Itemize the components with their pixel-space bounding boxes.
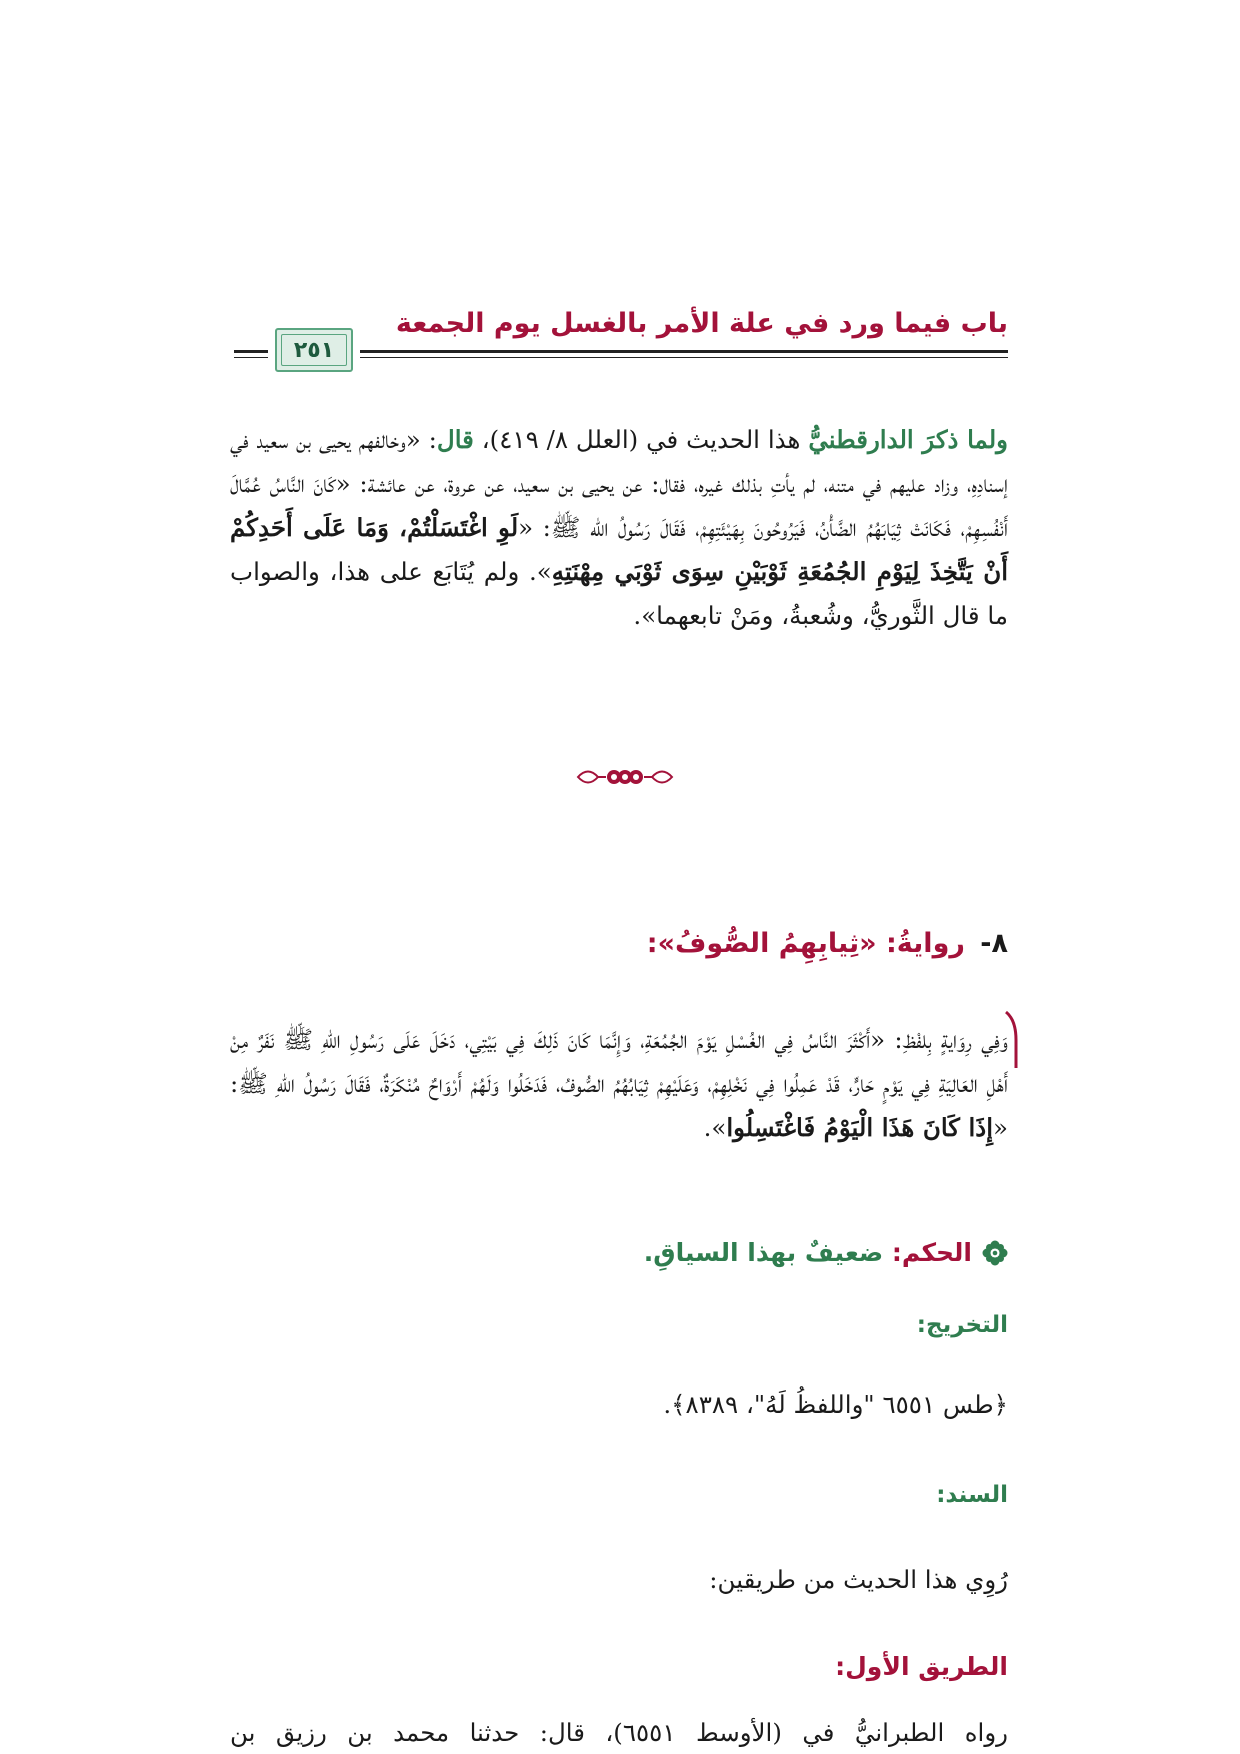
chapter-header-title: باب فيما ورد في علة الأمر بالغسل يوم الجمعة	[395, 308, 1008, 339]
flower-bullet-icon	[982, 1240, 1008, 1266]
qal-word: قال	[436, 425, 474, 454]
paragraph-daraqutni: ولما ذكرَ الدارقطنيُّ هذا الحديث في (العلل ٨/ ٤١٩)، قال: «وخالفهم يحيى بن سعيد في إسنادِهِ، وزاد عليهم في متنه، لم يأتِ بذلك غيره، فقال: عن يحيى بن سعيد، عن عروة، عن عائشة: «كَانَ النَّاسُ عُمَّالَ أَنْفُسِهِمْ، فَكَانَتْ ثِيَابَهُمُ الضَّأْنُ، فَيَرُوحُونَ بِهَيْئَتِهِمْ، فَقَالَ رَسُولُ الله ﷺ: «لَوِ اغْتَسَلْتُمْ، وَمَا عَلَى أَحَدِكُمْ أَنْ يَتَّخِذَ لِيَوْمِ الجُمُعَةِ ثَوْبَيْنِ سِوَى ثَوْبَي مِهْنَتِهِ». ولم يُتَابَع على هذا، والصواب ما قال الثَّوريُّ، وشُعبةُ، ومَنْ تابعهما».	[230, 425, 1009, 630]
floral-ornament-icon	[570, 762, 680, 792]
paragraph-lead: ولما ذكرَ الدارقطنيُّ	[808, 425, 1008, 454]
ruling-line	[644, 1238, 1008, 1267]
page-number-badge	[275, 328, 353, 372]
sanad-intro: رُوِي هذا الحديث من طريقين:	[709, 1565, 1008, 1594]
section-heading	[647, 928, 1008, 959]
takhrij-reference: ﴿طس ٦٥٥١ "واللفظُ لَهُ"، ٨٣٨٩﴾.	[663, 1390, 1008, 1419]
first-path-text: رواه الطبرانيُّ في (الأوسط ٦٥٥١)، قال: حدثنا محمد بن رزيق بن	[230, 1718, 1008, 1747]
section-number: ٨-	[980, 928, 1008, 959]
first-path-label: الطريق الأول:	[835, 1652, 1008, 1681]
ruling-label: الحكم:	[891, 1238, 972, 1267]
sanad-label: السند:	[936, 1482, 1008, 1508]
ruling-value: ضعيفٌ بهذا السياقِ.	[643, 1238, 884, 1267]
takhrij-label: التخريج:	[916, 1312, 1008, 1338]
hadith-text-2: إِذَا كَانَ هَذَا الْيَوْمُ فَاغْتَسِلُوا	[726, 1113, 993, 1142]
section-title: روايةُ: «ثِيابِهِمُ الصُّوفُ»:	[646, 928, 965, 959]
page-number: ٢٥١	[293, 337, 335, 363]
hadith-text: لَوِ اغْتَسَلْتُمْ، وَمَا عَلَى أَحَدِكُمْ أَنْ يَتَّخِذَ لِيَوْمِ الجُمُعَةِ ثَوْبَيْنِ سِوَى ثَوْبَي مِهْنَتِهِ	[230, 513, 1009, 586]
paragraph-riwaya: وَفِي رِوَايةٍ بِلفْظِ: «أَكْثَرَ النَّاسُ فِي الغُسْلِ يَوْمَ الجُمُعَةِ، وَإِنَّمَا كَانَ ذَلِكَ فِي بَيْتِي، دَخَلَ عَلَى رَسُولِ اللهِ ﷺ نَفَرٌ مِنْ أَهْلِ العَالِيَةِ فِي يَوْمٍ حَارٍّ، قَدْ عَمِلُوا فِي نَخْلِهِمْ، وَعَلَيْهِمْ ثِيَابُهُمُ الصُّوفُ، فَدَخَلُوا وَلَهُمْ أَرْوَاحٌ مُنْكَرَةٌ، فَقَالَ رَسُولُ اللهِ ﷺ: «إِذَا كَانَ هَذَا الْيَوْمُ فَاغْتَسِلُوا».	[230, 1025, 1008, 1142]
